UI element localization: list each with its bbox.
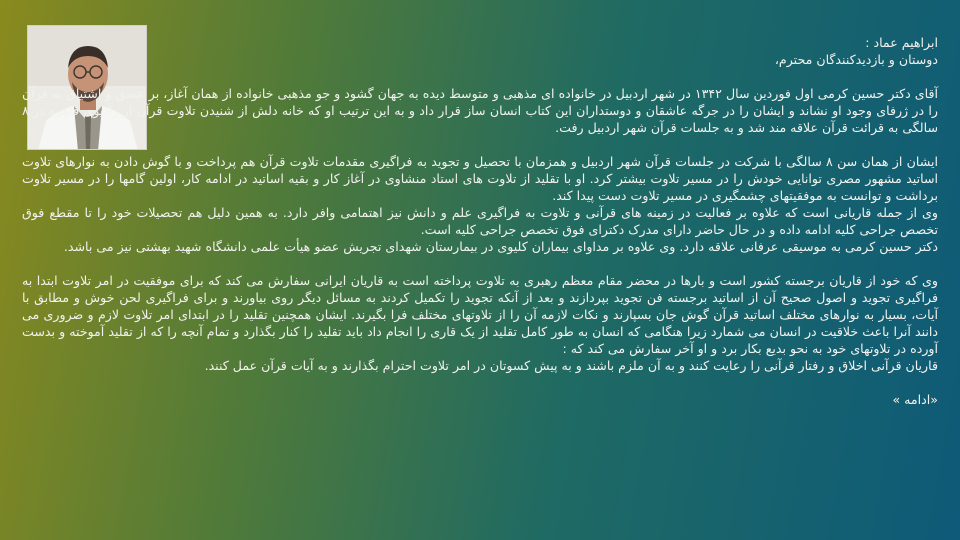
article-text: [22, 34, 938, 536]
paragraph-interests: دکتر حسین کرمی به موسیقی عرفانی علاقه دارد. وی علاوه بر مداوای بیماران کلیوی در بیمارستان شهدای تجریش عضو هیأت علمی دانشگاه شهید بهشتی نیز می باشد.: [63, 239, 938, 254]
author-name: ابراهیم عماد :: [865, 35, 938, 50]
paragraph-education: وی از جمله قاریانی است که علاوه بر فعالیت در زمینه های قرآنی و تلاوت به فراگیری علم و دانش نیز اهتمامی وافر دارد. به همین دلیل هم تحصیلات خود را تا مقطع فوق تخصص جراحی کلیه ادامه داده و در حال حاضر دارای مدرک دکترای فوق تخصص جراحی کلیه است.: [22, 205, 938, 237]
salutation: دوستان و بازدیدکنندگان محترم،: [774, 52, 938, 67]
paragraph-biography: آقای دکتر حسین کرمی اول فوردین سال ۱۳۴۲ در شهر اردبیل در خانواده ای مذهبی و متوسط دیده به جهان گشود و جو مذهبی خانواده از همان آغاز، بر عشق و اشتیاق به قرآن را در ژرفای وجود او نشاند و ایشان را در جرگه عاشقان و دوستداران این کتاب انسان ساز قرار داد و به این ترتیب او که خانه دلش از شنیدن تلاوت قرآن از رادیوی قاهره در ۸ سالگی به قرائت قرآن علاقه مند شد و به جلسات قرآن شهر اردبیل رفت.: [22, 86, 938, 135]
paragraph-closing: قاریان قرآنی اخلاق و رفتار قرآنی را رعایت کنند و به آن ملزم باشند و به پیش کسوتان در امر تلاوت احترام بگذارند و به آیات قرآن عمل کنند.: [204, 358, 938, 373]
paragraph-training: ایشان از همان سن ۸ سالگی با شرکت در جلسات قرآن شهر اردبیل و همزمان با تحصیل و تجوید به فراگیری مقدمات تلاوت قرآن هم پرداخت و با گوش دادن به نوارهای تلاوت اساتید مشهور مصری توانایی خودش را در مسیر تلاوت بیشتر کرد. او با تقلید از تلاوت های استاد منشاوی در آغاز کار و بقیه اساتید در ادامه کار، اولین گامها را در مسیر تلاوت برداشت و توانست به موفقیتهای چشمگیری در مسیر تلاوت دست پیدا کند.: [22, 154, 938, 203]
paragraph-advice: وی که خود از قاریان برجسته کشور است و بارها در محضر مقام معظم رهبری به تلاوت پرداخته است به قاریان ایرانی سفارش می کند که برای موفقیت در امر تلاوت ابتدا به فراگیری تجوید و اصول صحیح آن از اساتید برجسته فن تجوید بپردازند و بعد از آنکه تجوید را تکمیل کردند به مسائل دیگر روی بیاورند و برای فراگیری لحن خوش و مطابق با آیات، بسیار به نوارهای مختلف اساتید قرآن گوش جان بسپارند و نکات لازمه آن را از تلاوتهای مختلف فرا بگیرند. ایشان همچنین تقلید را در ابتدای امر تلاوت لازم و ضروری می دانند آنرا باعث خلاقیت در انسان می شمارد زیرا هنگامی که انسان به طور کامل تقلید از یک قاری را انجام داد باید تقلید را کنار بگذارد و تمام آنچه را که از تقلید آموخته و بدست آورده در تلاوتهای خود به نحو بدیع بکار برد و او آخر سفارش می کند که :: [22, 273, 938, 356]
read-more-link[interactable]: «ادامه »: [892, 392, 938, 407]
